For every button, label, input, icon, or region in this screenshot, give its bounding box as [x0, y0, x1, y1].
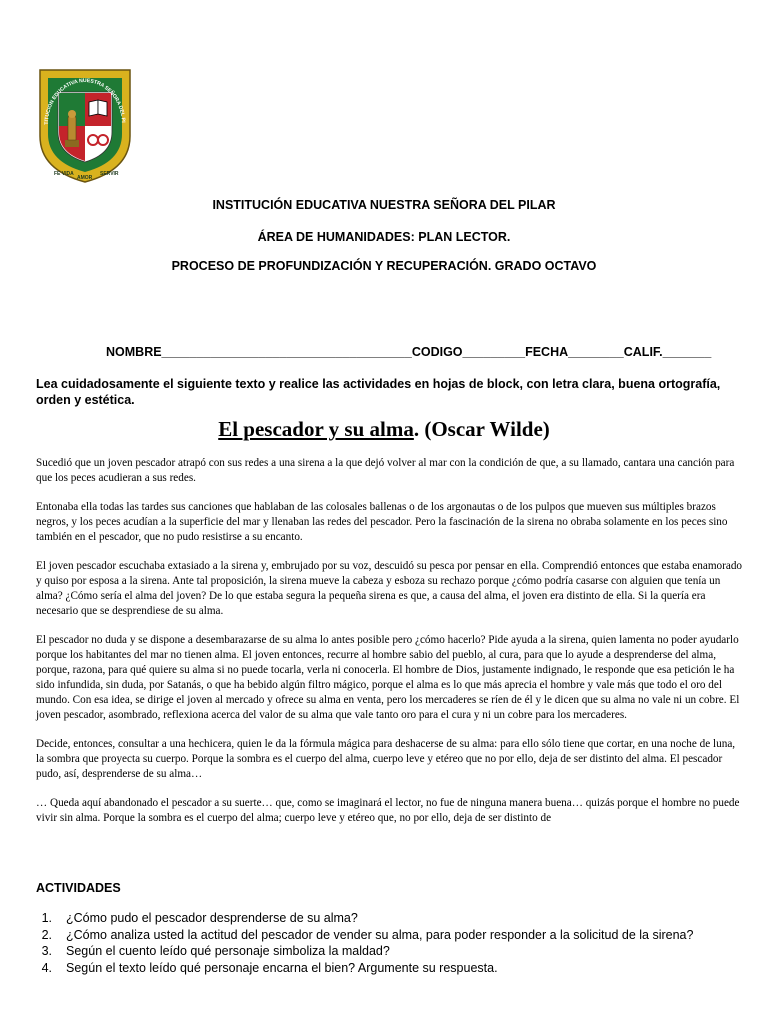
list-item	[36, 927, 746, 944]
question-text: ¿Cómo analiza usted la actitud del pescador de vender su alma, para poder responder a la solicitud de la sirena?	[66, 927, 694, 942]
question-text: ¿Cómo pudo el pescador desprenderse de su alma?	[66, 911, 358, 925]
question-number: 1.	[41, 911, 52, 925]
list-item	[36, 943, 746, 960]
story-paragraph: El joven pescador escuchaba extasiado a la sirena y, embrujado por su voz, descuidó su pesca por pensar en ella. Comprendió entonces que estaba enamorado y quiso por esposa a la sirena. Ante tal proposición, la sirena mueve la cabeza y esboza su rechazo porque ¿cómo podría casarse con alguien que tenía un alma? ¿Cómo sería el alma del joven? De lo que estaba segura la pequeña sirena es que, a causa del alma, el joven era distinto de ella. Si la quería era necesario que se desprendiese de su alma.	[36, 560, 743, 617]
crest-ring-text: TITUCION EDUCATIVA NUESTRA SEÑORA DEL PI	[43, 77, 126, 125]
crest-motto-right: SERVIR	[100, 171, 119, 177]
instructions-text: Lea cuidadosamente el siguiente texto y realice las actividades en hojas de block, con letra clara, buena ortografía, orden y estética.	[36, 377, 721, 407]
institution-heading: INSTITUCIÓN EDUCATIVA NUESTRA SEÑORA DEL PILAR	[212, 198, 556, 212]
story-title	[0, 417, 768, 442]
story-author: . (Oscar Wilde)	[413, 417, 550, 441]
story-paragraph: Decide, entonces, consultar a una hechicera, quien le da la fórmula mágica para deshacerse de su alma: para ello sólo tiene que cortar, en una noche de luna, la sombra que proyecta su cuerpo. Porque la sombra es el cuerpo del alma, cuerpo leve y etéreo que no por ello, deja de ser distinto del alma. El pescador pudo, así, desprenderse de su alma…	[36, 738, 736, 780]
process-heading: PROCESO DE PROFUNDIZACIÓN Y RECUPERACIÓN. GRADO OCTAVO	[171, 259, 597, 273]
school-crest-logo	[34, 62, 136, 186]
student-info-line: NOMBRE____________________________________CODIGO_________FECHA________CALIF._______	[106, 345, 712, 359]
question-text: Según el texto leído qué personaje encarna el bien? Argumente su respuesta.	[66, 960, 498, 975]
question-number: 2.	[41, 927, 52, 942]
story-paragraph: … Queda aquí abandonado el pescador a su suerte… que, como se imaginará el lector, no fue de ninguna manera buena… quizás porque el hombre no puede vivir sin alma. Porque la sombra es el cuerpo del alma; cuerpo leve y etéreo que, no por ello, deja de ser distinto de	[36, 797, 740, 824]
story-paragraph: Sucedió que un joven pescador atrapó con sus redes a una sirena a la que dejó volver al mar con la condición de que, a su llamado, cantara una canción para que los peces acudieran a sus redes.	[36, 457, 735, 484]
crest-motto-left: FE VIDA	[54, 171, 74, 177]
book-icon	[89, 100, 107, 116]
question-text: Según el cuento leído qué personaje simboliza la maldad?	[66, 944, 390, 958]
list-item	[36, 960, 746, 977]
crest-motto-center: AMOR	[77, 175, 93, 181]
story-paragraph: Entonaba ella todas las tardes sus canciones que hablaban de las colosales ballenas o de los argonautas o de los pulpos que mueven sus múltiples brazos negros, y los peces acudían a la superficie del mar y llenaban las redes del pescador. Pero la fascinación de la sirena no obraba solamente en los peces sino también en el pescador, que no pudo resistirse a su encanto.	[36, 501, 728, 543]
activities-list	[36, 910, 746, 976]
question-number: 3.	[41, 944, 52, 958]
story-paragraph: El pescador no duda y se dispone a desembarazarse de su alma lo antes posible pero ¿cómo hacerlo? Pide ayuda a la sirena, quien lamenta no poder ayudarlo porque los habitantes del mar no tienen alma. El joven entonces, recurre al hombre sabio del pueblo, al cura, para que lo ayude a desprenderse del alma, porque, razona, para qué quiere su alma si no puede tocarla, verla ni conocerla. El hombre de Dios, justamente indignado, le responde que esa petición le ha sido infundida, sin duda, por Satanás, o que ha bebido algún filtro mágico, porque el alma es lo que más aprecia el hombre y vale más que todo el oro del mundo. Con esa idea, se dirige el joven al mercado y ofrece su alma en venta, pero los mercaderes se ríen de él y le dicen que su alma no vale ni un cobre. El joven pescador, asombrado, reflexiona acerca del valor de su alma que vale tanto oro para el cura y ni un cobre para los mercaderes.	[36, 634, 740, 721]
question-number: 4.	[41, 960, 52, 975]
area-heading: ÁREA DE HUMANIDADES: PLAN LECTOR.	[257, 230, 511, 244]
list-item	[36, 910, 746, 927]
story-title-name: El pescador y su alma	[218, 417, 414, 441]
story-body	[36, 456, 742, 840]
activities-heading: ACTIVIDADES	[36, 881, 121, 895]
